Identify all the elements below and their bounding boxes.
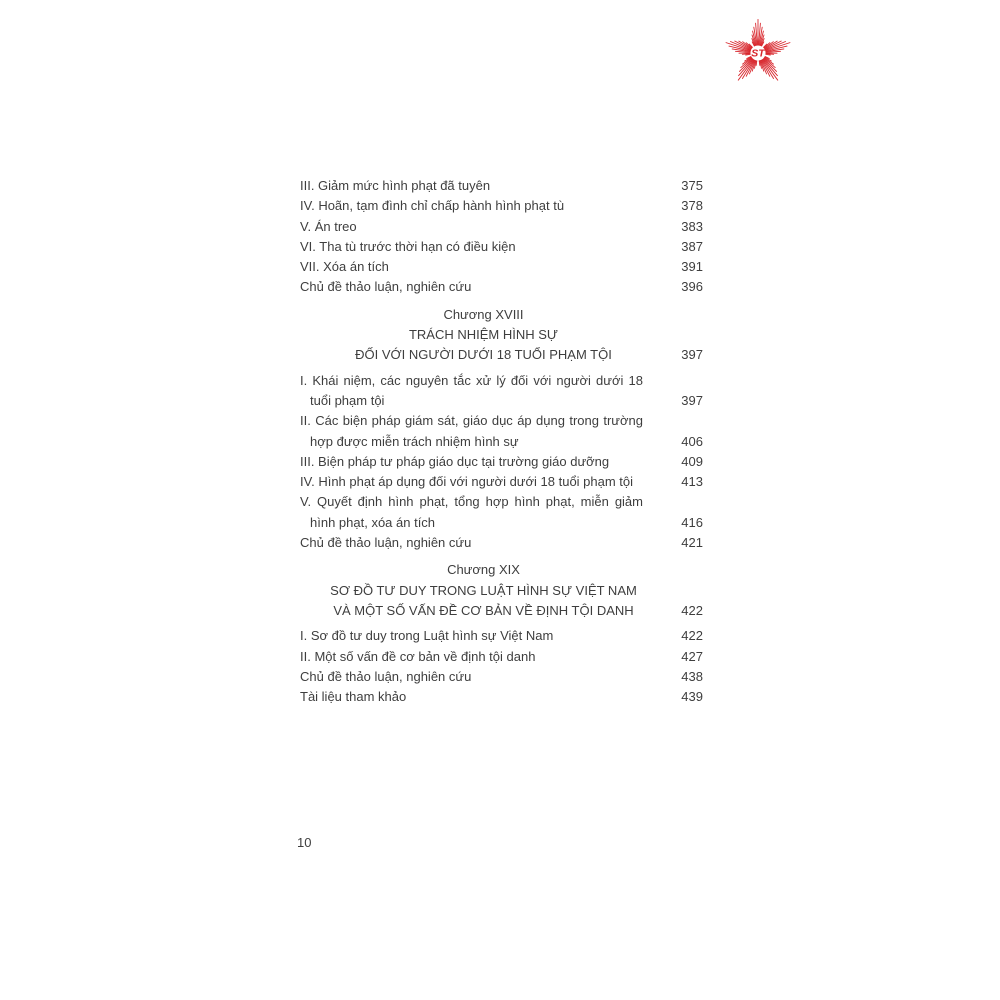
chapter-title [300, 601, 703, 621]
chapter-label [300, 305, 703, 325]
toc-entry [300, 257, 703, 277]
entry-page-number: 416 [681, 514, 703, 530]
entry-text: IV. Hình phạt áp dụng đối với người dưới 18 tuổi phạm tội [300, 474, 634, 490]
entry-page-number: 427 [681, 648, 703, 664]
toc-entry [300, 411, 703, 452]
entry-text: Chương XVIII [443, 306, 524, 322]
entry-page-number: 378 [681, 198, 703, 214]
entry-text: Chủ đề thảo luận, nghiên cứu [300, 668, 472, 684]
toc-entry [300, 237, 703, 257]
star-burst-icon [716, 11, 800, 95]
publisher-logo [716, 11, 800, 95]
entry-text: III. Giảm mức hình phạt đã tuyên [300, 178, 491, 193]
entry-text: Tài liệu tham khảo [300, 689, 407, 705]
entry-text: IV. Hoãn, tạm đình chỉ chấp hành hình phạt tù [300, 198, 565, 214]
entry-page-number: 387 [681, 238, 703, 254]
entry-text: Chương XIX [447, 562, 520, 578]
entry-page-number: 375 [681, 178, 703, 193]
page-number: 10 [297, 835, 312, 850]
toc-entry [300, 176, 703, 196]
entry-page-number: 439 [681, 689, 703, 705]
entry-text: ĐỐI VỚI NGƯỜI DƯỚI 18 TUỔI PHẠM TỘI [355, 347, 612, 363]
entry-text: II. Một số vấn đề cơ bản về định tội danh [300, 648, 536, 664]
toc-entry [300, 533, 703, 553]
entry-page-number: 422 [681, 602, 703, 618]
entry-page-number: 406 [681, 433, 703, 449]
entry-page-number: 413 [681, 474, 703, 490]
entry-text: I. Khái niệm, các nguyên tắc xử lý đối với người dưới 18 tuổi phạm tội [300, 372, 643, 408]
toc-entry [300, 626, 703, 646]
entry-text: V. Án treo [300, 218, 357, 234]
entry-page-number: 409 [681, 453, 703, 469]
toc-entry [300, 687, 703, 707]
toc-entry [300, 196, 703, 216]
chapter-label [300, 560, 703, 580]
toc-entry [300, 217, 703, 237]
entry-page-number: 421 [681, 535, 703, 551]
entry-text: Chủ đề thảo luận, nghiên cứu [300, 535, 472, 551]
chapter-title [300, 345, 703, 365]
toc-entry [300, 452, 703, 472]
entry-page-number: 383 [681, 218, 703, 234]
logo-monogram: ST [751, 47, 765, 60]
toc-entry [300, 492, 703, 533]
entry-text: II. Các biện pháp giám sát, giáo dục áp dụng trong trường hợp được miễn trách nhiệm hình sự [300, 413, 643, 449]
entry-text: TRÁCH NHIỆM HÌNH SỰ [408, 327, 559, 343]
entry-page-number: 397 [681, 347, 703, 363]
entry-text: SƠ ĐỒ TƯ DUY TRONG LUẬT HÌNH SỰ VIỆT NAM [330, 582, 637, 598]
entry-text: I. Sơ đồ tư duy trong Luật hình sự Việt Nam [300, 628, 554, 644]
entry-page-number: 397 [681, 392, 703, 408]
table-of-contents [300, 176, 703, 707]
toc-entry [300, 472, 703, 492]
entry-text: VII. Xóa án tích [300, 259, 389, 275]
toc-entry [300, 277, 703, 297]
entry-text: III. Biện pháp tư pháp giáo dục tại trường giáo dưỡng [300, 453, 610, 469]
entry-text: VÀ MỘT SỐ VẤN ĐỀ CƠ BẢN VỀ ĐỊNH TỘI DANH [333, 602, 634, 618]
entry-text: Chủ đề thảo luận, nghiên cứu [300, 279, 472, 295]
entry-page-number: 422 [681, 628, 703, 644]
entry-page-number: 438 [681, 668, 703, 684]
entry-page-number: 396 [681, 279, 703, 295]
entry-text: VI. Tha tù trước thời hạn có điều kiện [300, 238, 516, 254]
chapter-title [300, 325, 703, 345]
entry-page-number: 391 [681, 259, 703, 275]
toc-entry [300, 667, 703, 687]
toc-entry [300, 371, 703, 412]
entry-text: V. Quyết định hình phạt, tổng hợp hình phạt, miễn giảm hình phạt, xóa án tích [300, 494, 643, 530]
chapter-title [300, 581, 703, 601]
toc-entry [300, 647, 703, 667]
